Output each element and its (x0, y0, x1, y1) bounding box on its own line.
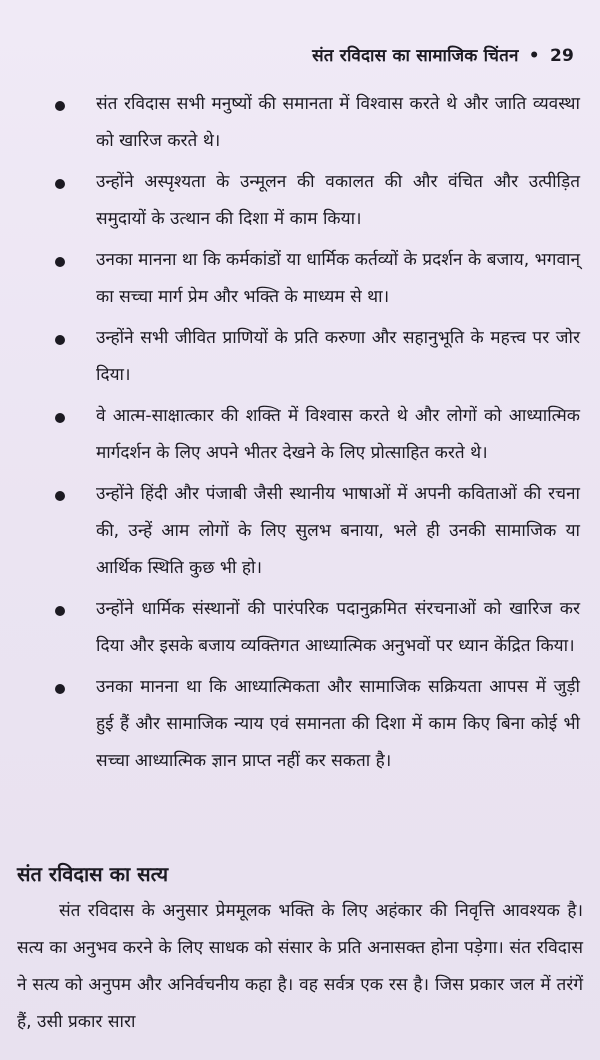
list-item (0, 164, 600, 238)
bullet-icon (55, 101, 65, 111)
header-separator: • (528, 46, 540, 66)
list-item (0, 320, 600, 394)
bullet-text: उन्होंने हिंदी और पंजाबी जैसी स्थानीय भाषाओं में अपनी कविताओं की रचना की, उन्हें आम लोगों के लिए सुलभ बनाया, भले ही उनकी सामाजिक या आर्थिक स्थिति कुछ भी हो। (96, 484, 580, 578)
bullet-text: उन्होंने सभी जीवित प्राणियों के प्रति करुणा और सहानुभूति के महत्त्व पर जोर दिया। (96, 328, 580, 385)
bullet-text: वे आत्म-साक्षात्कार की शक्ति में विश्वास करते थे और लोगों को आध्यात्मिक मार्गदर्शन के लिए अपने भीतर देखने के लिए प्रोत्साहित करते थे। (96, 406, 580, 463)
bullet-icon (55, 606, 65, 616)
list-item (0, 669, 600, 780)
list-item (0, 398, 600, 472)
bullet-icon (55, 413, 65, 423)
page-number: 29 (549, 46, 574, 66)
running-header (312, 43, 574, 66)
section-heading: संत रविदास का सत्य (17, 862, 169, 886)
bullet-text: उनका मानना था कि कर्मकांडों या धार्मिक कर्तव्यों के प्रदर्शन के बजाय, भगवान् का सच्चा मार्ग प्रेम और भक्ति के माध्यम से था। (96, 250, 580, 307)
bullet-icon (55, 684, 65, 694)
body-paragraph: संत रविदास के अनुसार प्रेममूलक भक्ति के लिए अहंकार की निवृत्ति आवश्यक है। सत्य का अनुभव करने के लिए साधक को संसार के प्रति अनासक्त होना पड़ेगा। संत रविदास ने सत्य को अनुपम और अनिर्वचनीय कहा है। वह सर्वत्र एक रस है। जिस प्रकार जल में तरंगें हैं, उसी प्रकार सारा (17, 901, 583, 1032)
bullet-icon (55, 335, 65, 345)
chapter-title: संत रविदास का सामाजिक चिंतन (312, 46, 519, 66)
bullet-text: संत रविदास सभी मनुष्यों की समानता में विश्वास करते थे और जाति व्यवस्था को खारिज करते थे। (96, 94, 580, 151)
list-item (0, 591, 600, 665)
bullet-icon (55, 491, 65, 501)
bullet-icon (55, 179, 65, 189)
list-item (0, 86, 600, 160)
bullet-text: उन्होंने धार्मिक संस्थानों की पारंपरिक पदानुक्रमित संरचनाओं को खारिज कर दिया और इसके बजाय व्यक्तिगत आध्यात्मिक अनुभवों पर ध्यान केंद्रित किया। (96, 599, 580, 656)
bullet-text: उन्होंने अस्पृश्यता के उन्मूलन की वकालत की और वंचित और उत्पीड़ित समुदायों के उत्थान की दिशा में काम किया। (96, 172, 580, 229)
list-item (0, 242, 600, 316)
bullet-text: उनका मानना था कि आध्यात्मिकता और सामाजिक सक्रियता आपस में जुड़ी हुई हैं और सामाजिक न्याय एवं समानता की दिशा में काम किए बिना कोई भी सच्चा आध्यात्मिक ज्ञान प्राप्त नहीं कर सकता है। (96, 677, 580, 771)
bullet-list (0, 86, 600, 784)
list-item (0, 476, 600, 587)
bullet-icon (55, 257, 65, 267)
